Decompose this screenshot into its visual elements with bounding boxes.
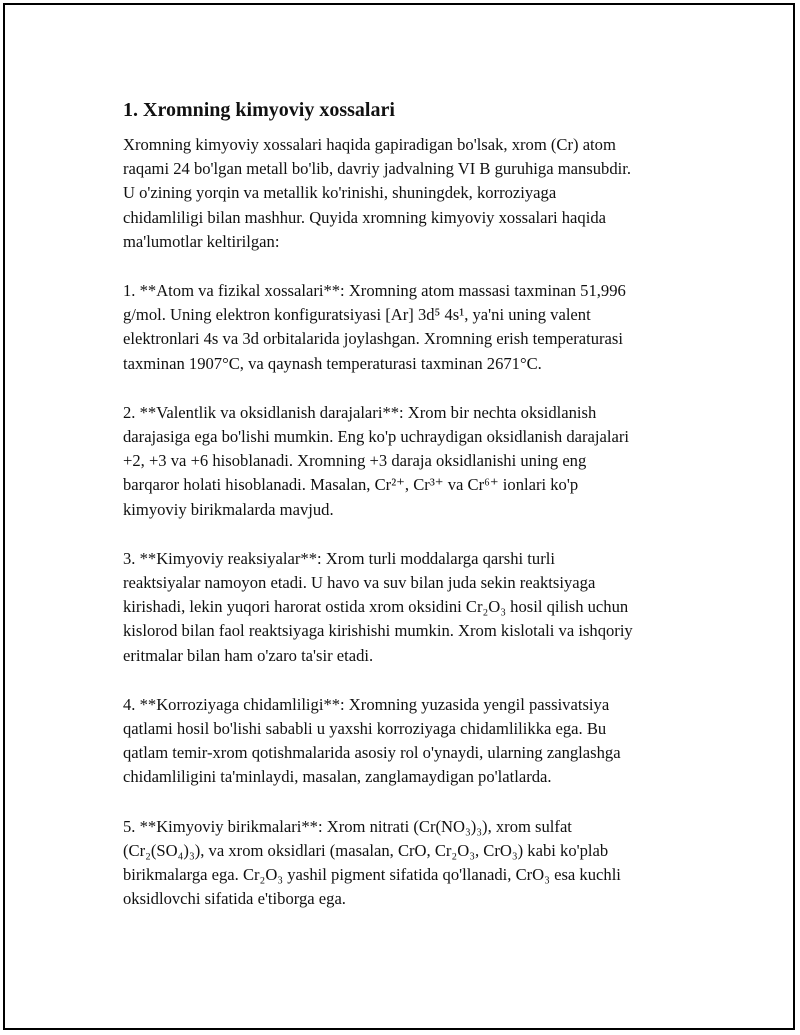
text-line: qatlam temir-xrom qotishmalarida asosiy rol o'ynaydi, ularning zanglashga [123, 743, 621, 763]
text-line: 1. **Atom va fizikal xossalari**: Xromning atom massasi taxminan 51,996 [123, 281, 626, 301]
section-corrosion-resistance [123, 693, 693, 790]
text-line: 3. **Kimyoviy reaksiyalar**: Xrom turli moddalarga qarshi turli [123, 548, 555, 568]
text-line: reaktsiyalar namoyon etadi. U havo va suv bilan juda sekin reaktsiyaga [123, 573, 596, 593]
text-line: barqaror holati hisoblanadi. Masalan, Cr²⁺, Cr³⁺ va Cr⁶⁺ ionlari ko'p [123, 475, 579, 495]
text-line: Xromning kimyoviy xossalari haqida gapiradigan bo'lsak, xrom (Cr) atom [123, 135, 616, 154]
text-line: darajasiga ega bo'lishi mumkin. Eng ko'p uchraydigan oksidlanish darajalari [123, 427, 629, 447]
text-line: raqami 24 bo'lgan metall bo'lib, davriy jadvalning VI B guruhiga mansubdir. [123, 159, 632, 179]
text-line: eritmalar bilan ham o'zaro ta'sir etadi. [123, 645, 374, 665]
text-line: taxminan 1907°C, va qaynash temperaturasi taxminan 2671°C. [123, 353, 542, 373]
section-chemical-reactions [123, 547, 693, 668]
document-body [123, 93, 693, 936]
text-line: kimyoviy birikmalarda mavjud. [123, 499, 334, 519]
text-line: oksidlovchi sifatida e'tiborga ega. [123, 889, 346, 909]
section-oxidation-states [123, 401, 693, 522]
text-line: (Cr₂(SO₄)₃), va xrom oksidlari (masalan, CrO, Cr₂O₃, CrO₃) kabi ko'plab [123, 840, 609, 860]
text-line: chidamliligi bilan mashhur. Quyida xromning kimyoviy xossalari haqida [123, 207, 606, 227]
text-line: qatlami hosil bo'lishi sababli u yaxshi korroziyaga chidamlilikka ega. Bu [123, 719, 607, 739]
document-title: 1. Xromning kimyoviy xossalari [123, 99, 395, 121]
section-atom-properties [123, 279, 693, 376]
text-line: birikmalarga ega. Cr₂O₃ yashil pigment sifatida qo'llanadi, CrO₃ esa kuchli [123, 865, 621, 885]
text-line: 2. **Valentlik va oksidlanish darajalari**: Xrom bir nechta oksidlanish [123, 402, 597, 422]
text-line: 4. **Korroziyaga chidamliligi**: Xromning yuzasida yengil passivatsiya [123, 694, 610, 714]
text-line: kirishadi, lekin yuqori harorat ostida xrom oksidini Cr₂O₃ hosil qilish uchun [123, 597, 629, 617]
text-line: ma'lumotlar keltirilgan: [123, 231, 280, 251]
section-chemical-compounds [123, 815, 693, 912]
page-frame [3, 3, 795, 1030]
text-line: U o'zining yorqin va metallik ko'rinishi, shuningdek, korroziyaga [123, 183, 557, 203]
text-line: g/mol. Uning elektron konfiguratsiyasi [Ar] 3d⁵ 4s¹, ya'ni uning valent [123, 305, 591, 325]
text-line: elektronlari 4s va 3d orbitalarida joylashgan. Xromning erish temperaturasi [123, 329, 623, 349]
text-line: 5. **Kimyoviy birikmalari**: Xrom nitrati (Cr(NO₃)₃), xrom sulfat [123, 816, 572, 836]
intro-paragraph [123, 133, 693, 254]
text-line: +2, +3 va +6 hisoblanadi. Xromning +3 daraja oksidlanishi uning eng [123, 451, 587, 471]
text-line: chidamliligini ta'minlaydi, masalan, zanglamaydigan po'latlarda. [123, 767, 552, 787]
text-line: kislorod bilan faol reaktsiyaga kirishishi mumkin. Xrom kislotali va ishqoriy [123, 621, 633, 641]
